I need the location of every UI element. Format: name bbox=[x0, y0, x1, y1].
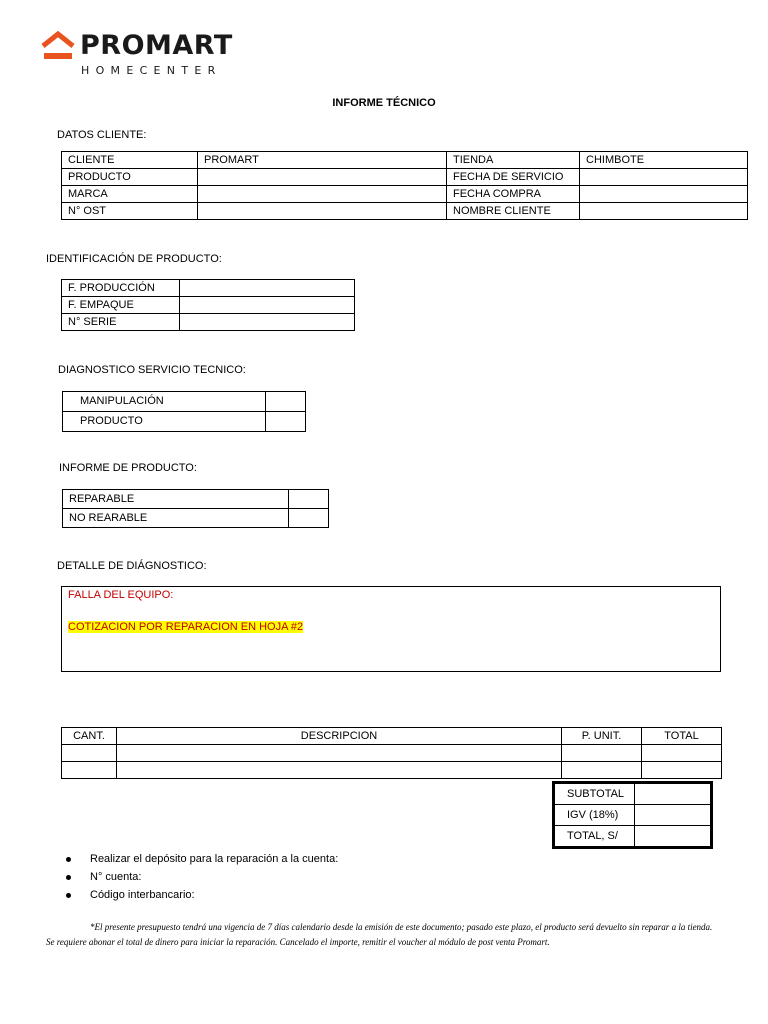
cell bbox=[289, 490, 329, 509]
cell: N° SERIE bbox=[62, 314, 180, 331]
cell: SUBTOTAL bbox=[555, 784, 635, 805]
cell bbox=[180, 314, 355, 331]
cell: PRODUCTO bbox=[62, 169, 198, 186]
datos-cliente-table bbox=[61, 151, 748, 220]
promart-house-icon bbox=[41, 31, 75, 61]
detalle-heading: DETALLE DE DIÁGNOSTICO: bbox=[57, 560, 207, 572]
informe-producto-heading: INFORME DE PRODUCTO: bbox=[59, 462, 197, 474]
table-row bbox=[62, 314, 355, 331]
table-row bbox=[62, 203, 748, 220]
totales-table bbox=[554, 783, 711, 847]
cell: N° OST bbox=[62, 203, 198, 220]
cell bbox=[198, 203, 447, 220]
column-header: DESCRIPCION bbox=[117, 728, 562, 745]
detalle-box bbox=[61, 586, 721, 672]
column-header: TOTAL bbox=[642, 728, 722, 745]
table-row bbox=[62, 280, 355, 297]
identificacion-table bbox=[61, 279, 355, 331]
bullet-icon bbox=[66, 875, 71, 880]
table-header-row bbox=[62, 728, 722, 745]
items-table bbox=[61, 727, 722, 779]
cell bbox=[180, 297, 355, 314]
cell bbox=[580, 203, 748, 220]
cell: FECHA COMPRA bbox=[447, 186, 580, 203]
cell bbox=[642, 762, 722, 779]
table-row bbox=[62, 297, 355, 314]
bullet-text: N° cuenta: bbox=[90, 871, 142, 883]
table-row bbox=[555, 826, 711, 847]
bullet-icon bbox=[66, 893, 71, 898]
cell: CHIMBOTE bbox=[580, 152, 748, 169]
falla-equipo-label: FALLA DEL EQUIPO: bbox=[68, 589, 174, 601]
column-header: P. UNIT. bbox=[562, 728, 642, 745]
bullet-text: Realizar el depósito para la reparación a la cuenta: bbox=[90, 853, 339, 865]
bullet-text: Código interbancario: bbox=[90, 889, 195, 901]
informe-producto-table bbox=[62, 489, 329, 528]
cell bbox=[635, 784, 711, 805]
cell bbox=[198, 169, 447, 186]
table-row bbox=[62, 186, 748, 203]
table-row bbox=[555, 805, 711, 826]
table-row bbox=[62, 152, 748, 169]
cell bbox=[117, 762, 562, 779]
cell bbox=[642, 745, 722, 762]
cell: MANIPULACIÓN bbox=[63, 392, 266, 412]
table-row bbox=[63, 509, 329, 528]
cell: REPARABLE bbox=[63, 490, 289, 509]
table-row bbox=[63, 412, 306, 432]
table-row bbox=[62, 762, 722, 779]
page-title: INFORME TÉCNICO bbox=[332, 97, 436, 109]
cell bbox=[580, 169, 748, 186]
cell bbox=[62, 762, 117, 779]
cell bbox=[562, 745, 642, 762]
cell bbox=[266, 392, 306, 412]
cell bbox=[62, 745, 117, 762]
cell bbox=[198, 186, 447, 203]
datos-cliente-heading: DATOS CLIENTE: bbox=[57, 129, 147, 141]
brand-logo-text: PROMART bbox=[80, 30, 233, 61]
cell: NOMBRE CLIENTE bbox=[447, 203, 580, 220]
table-row bbox=[62, 745, 722, 762]
cell bbox=[289, 509, 329, 528]
table-row bbox=[63, 490, 329, 509]
table-row bbox=[555, 784, 711, 805]
cell bbox=[562, 762, 642, 779]
cell: TIENDA bbox=[447, 152, 580, 169]
cell: MARCA bbox=[62, 186, 198, 203]
table-row bbox=[62, 169, 748, 186]
diagnostico-table bbox=[62, 391, 306, 432]
cell bbox=[635, 805, 711, 826]
table-row bbox=[63, 392, 306, 412]
bullet-icon bbox=[66, 857, 71, 862]
brand-logo-subtext: HOMECENTER bbox=[81, 64, 222, 77]
cell: PRODUCTO bbox=[63, 412, 266, 432]
cell: TOTAL, S/ bbox=[555, 826, 635, 847]
cell: PROMART bbox=[198, 152, 447, 169]
cell: F. EMPAQUE bbox=[62, 297, 180, 314]
cell bbox=[180, 280, 355, 297]
footer-note: *El presente presupuesto tendrá una vigencia de 7 días calendario desde la emisión de este documento; pasado este plazo, el producto será devuelto sin reparar a la tienda. Se requiere abonar el total de dinero para iniciar la reparación. Cancelado el importe, remitir el voucher al módulo de post venta Promart. bbox=[46, 922, 713, 947]
totales-box bbox=[552, 781, 713, 849]
cell: CLIENTE bbox=[62, 152, 198, 169]
cell: IGV (18%) bbox=[555, 805, 635, 826]
column-header: CANT. bbox=[62, 728, 117, 745]
identificacion-heading: IDENTIFICACIÓN DE PRODUCTO: bbox=[46, 253, 222, 265]
cotizacion-highlight: COTIZACION POR REPARACION EN HOJA #2 bbox=[68, 621, 304, 633]
cell bbox=[117, 745, 562, 762]
cell bbox=[580, 186, 748, 203]
cell bbox=[635, 826, 711, 847]
diagnostico-heading: DIAGNOSTICO SERVICIO TECNICO: bbox=[58, 364, 246, 376]
cell: F. PRODUCCIÓN bbox=[62, 280, 180, 297]
cell: NO REARABLE bbox=[63, 509, 289, 528]
cell: FECHA DE SERVICIO bbox=[447, 169, 580, 186]
cell bbox=[266, 412, 306, 432]
